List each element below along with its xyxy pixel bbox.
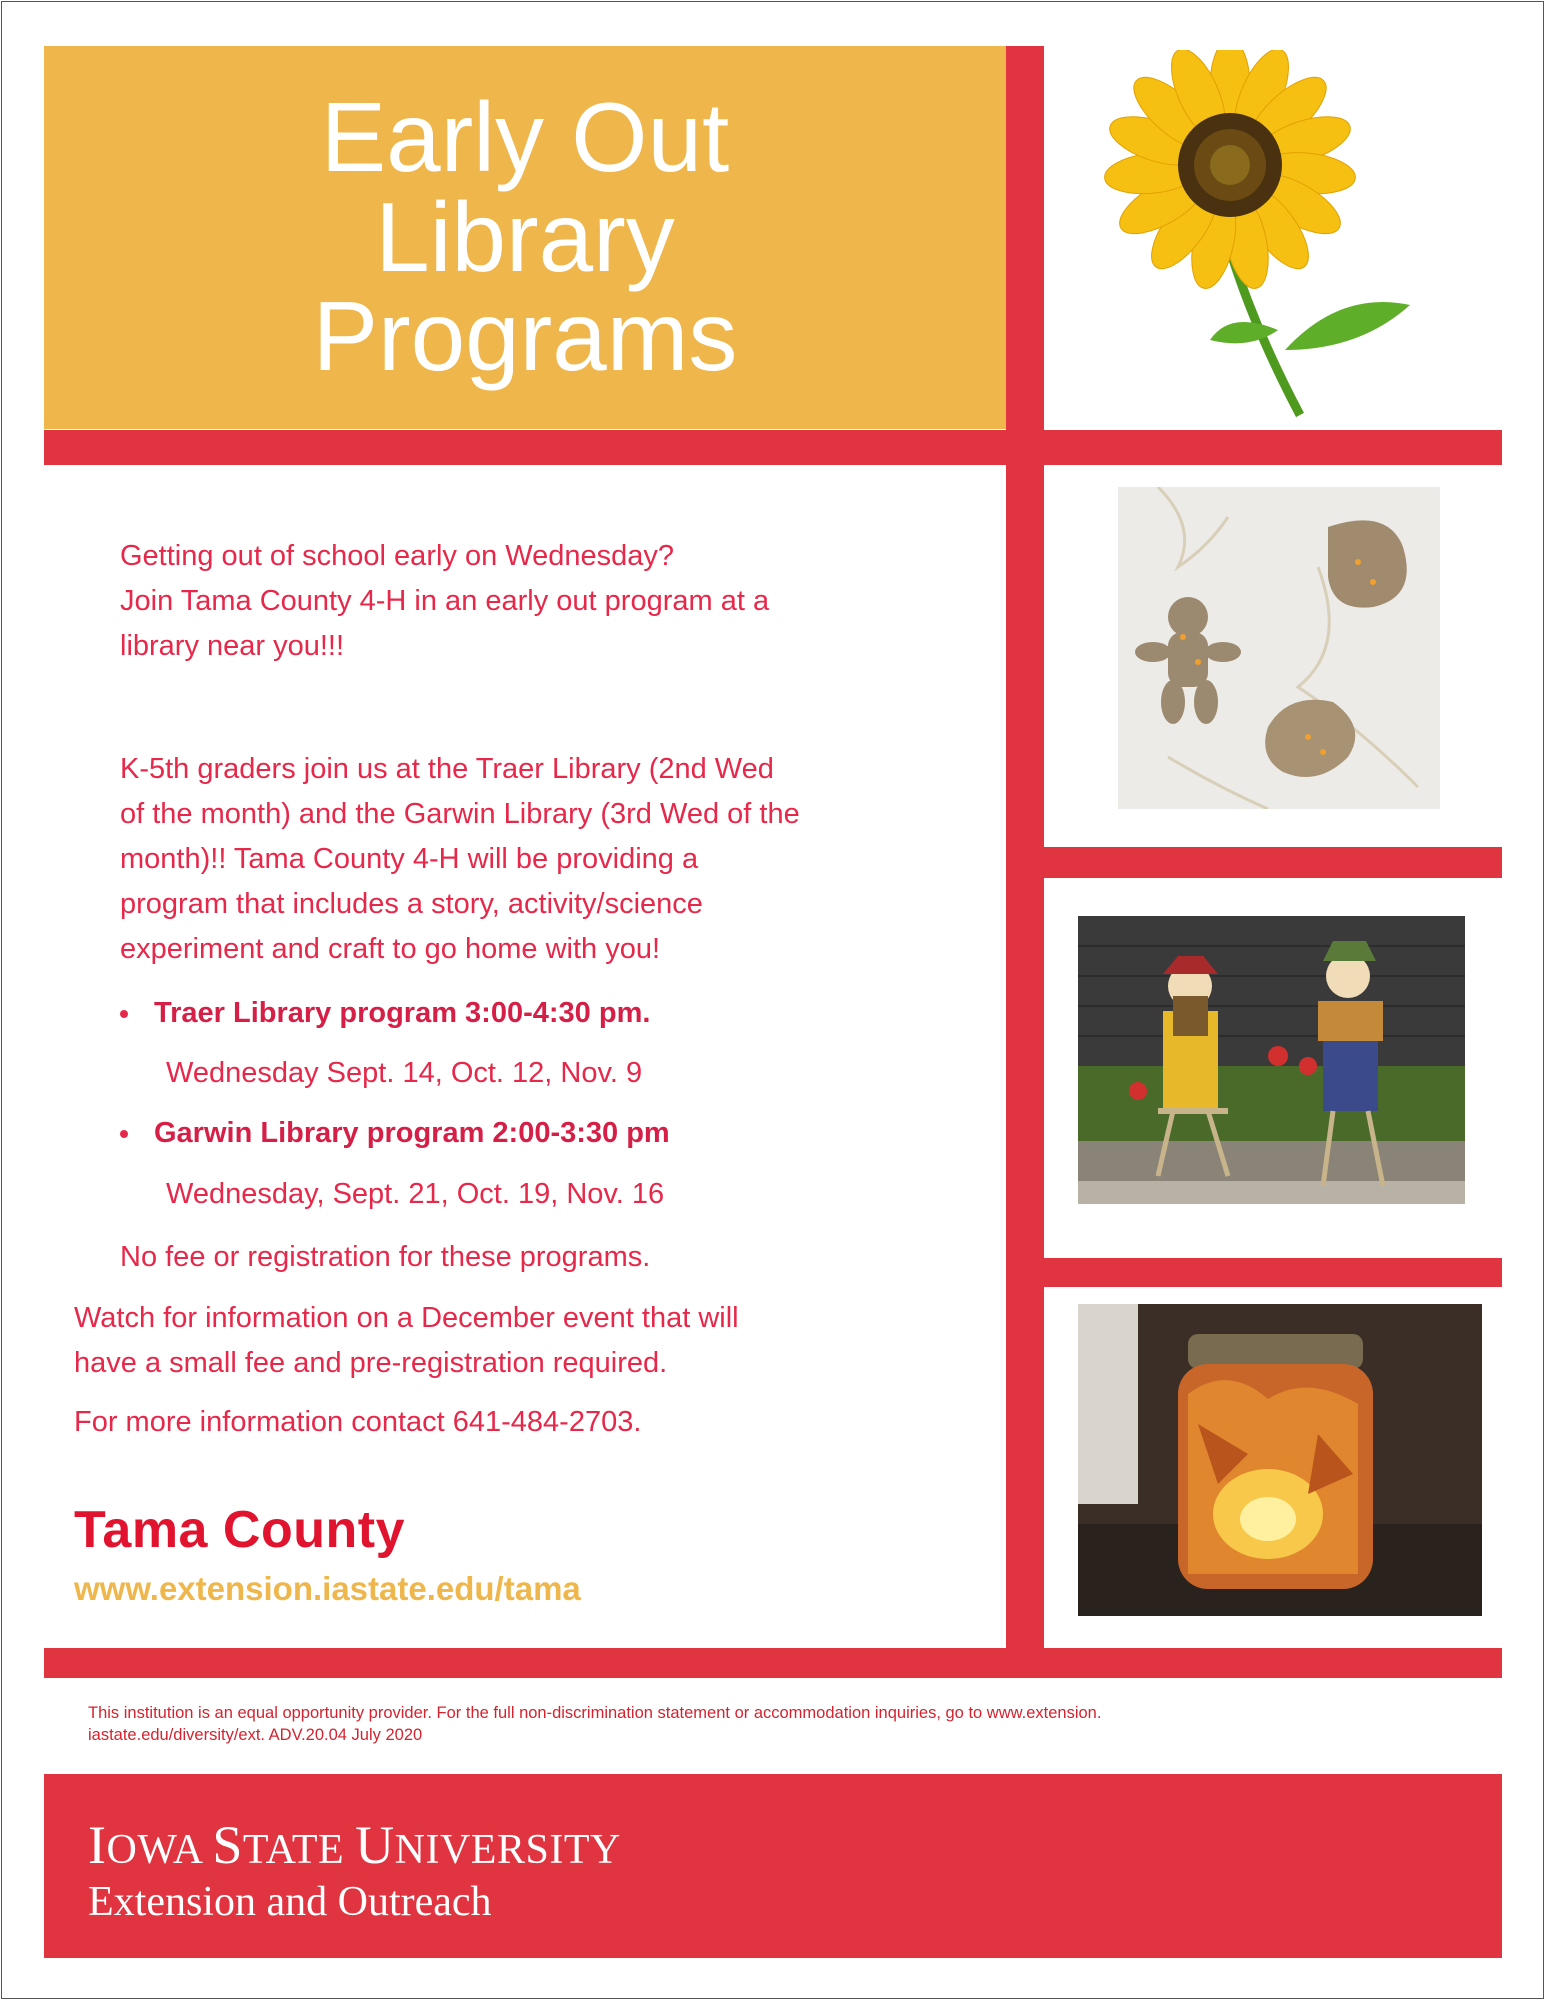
details-line-5: experiment and craft to go home with you! <box>120 933 661 965</box>
intro-line-3: library near you!!! <box>120 630 345 662</box>
logo-letter: S <box>212 1815 243 1875</box>
extension-outreach-text: Extension and Outreach <box>88 1879 492 1925</box>
website-link[interactable]: www.extension.iastate.edu/tama <box>74 1570 581 1607</box>
program-label: Garwin Library program 2:00-3:30 pm <box>154 1117 670 1149</box>
horizontal-divider-top <box>44 430 1502 465</box>
intro-line-2: Join Tama County 4-H in an early out program at a <box>120 585 770 617</box>
scarecrows-image <box>1078 916 1465 1204</box>
december-line-1: Watch for information on a December event that will <box>74 1302 739 1334</box>
logo-letters: NIVERSITY <box>394 1827 621 1873</box>
details-line-4: program that includes a story, activity/science <box>120 888 703 920</box>
sunflower-image <box>1080 50 1450 420</box>
details-line-1: K-5th graders join us at the Traer Library (2nd Wed <box>120 753 774 785</box>
isu-logo-text <box>88 1814 621 1876</box>
details-line-3: month)!! Tama County 4-H will be providing a <box>120 843 699 875</box>
intro-line-1: Getting out of school early on Wednesday? <box>120 540 675 572</box>
logo-letters: OWA <box>106 1827 213 1873</box>
contact-info: For more information contact 641-484-2703. <box>74 1406 642 1438</box>
details-line-2: of the month) and the Garwin Library (3rd Wed of the <box>120 798 800 830</box>
bullet-icon <box>120 1010 128 1018</box>
logo-letter: I <box>88 1815 107 1875</box>
title-banner <box>44 46 1006 429</box>
title-line-1: Early Out <box>320 81 730 192</box>
disclaimer <box>88 1702 1468 1746</box>
no-fee-note: No fee or registration for these programs. <box>120 1241 651 1273</box>
disclaimer-line-1: This institution is an equal opportunity provider. For the full non-discrimination statement or accommodation inquiries, go to www.extension. <box>88 1704 1102 1722</box>
december-line-2: have a small fee and pre-registration required. <box>74 1347 668 1379</box>
county-name: Tama County <box>74 1501 406 1559</box>
program-dates-traer: Wednesday Sept. 14, Oct. 12, Nov. 9 <box>166 1057 643 1089</box>
horizontal-divider-right-2 <box>1044 1258 1502 1287</box>
logo-letter: U <box>355 1815 395 1875</box>
program-dates-garwin: Wednesday, Sept. 21, Oct. 19, Nov. 16 <box>166 1178 665 1210</box>
program-label: Traer Library program 3:00-4:30 pm. <box>154 997 651 1029</box>
bullet-icon <box>120 1130 128 1138</box>
horizontal-divider-bottom <box>44 1648 1502 1678</box>
disclaimer-line-2: iastate.edu/diversity/ext. ADV.20.04 July 2020 <box>88 1726 423 1744</box>
title-line-3: Programs <box>312 281 738 392</box>
vertical-divider <box>1006 46 1044 1649</box>
footer-banner <box>44 1774 1502 1958</box>
program-item-garwin <box>120 1117 670 1150</box>
title-line-2: Library <box>375 181 675 292</box>
leaf-lantern-jar-image <box>1078 1304 1482 1616</box>
horizontal-divider-right-1 <box>1044 847 1502 878</box>
logo-letters: TATE <box>242 1827 356 1873</box>
program-item-traer <box>120 997 650 1030</box>
birdseed-ornaments-image <box>1118 487 1440 809</box>
